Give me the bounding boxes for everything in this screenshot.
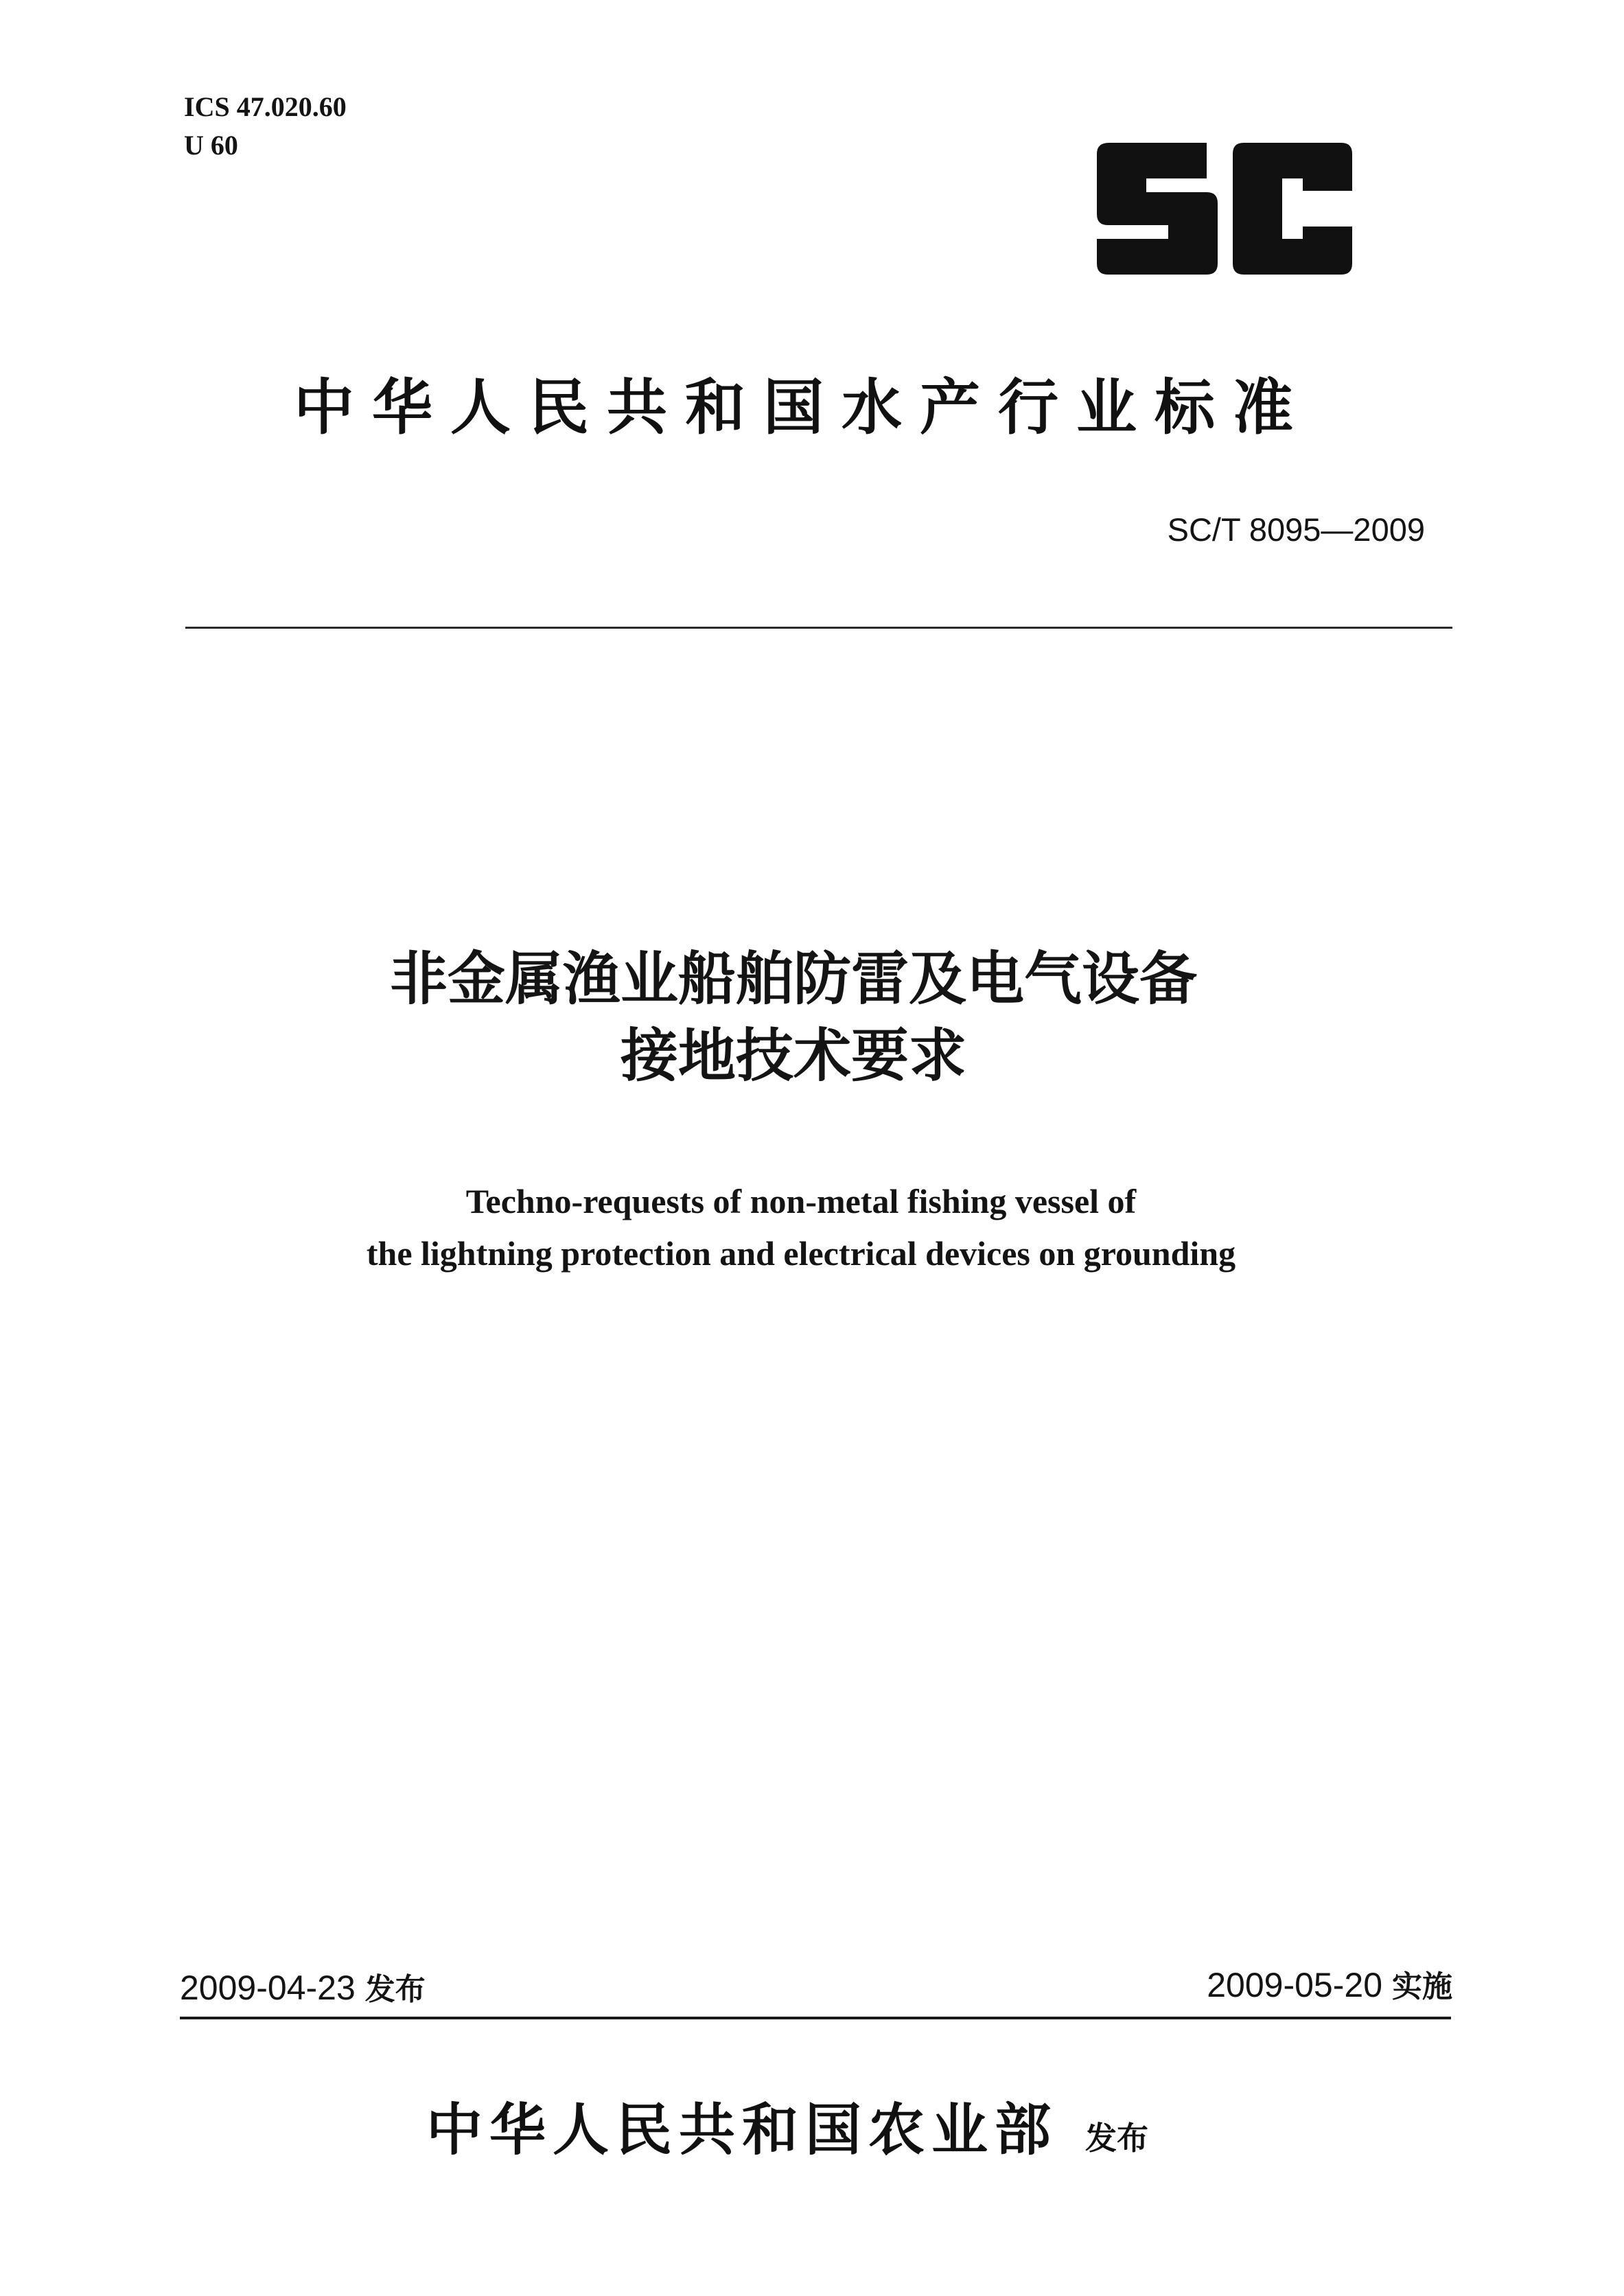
ics-code: ICS 47.020.60 [184,91,347,122]
standard-category-title [0,360,1624,446]
sc-logo-c [1233,143,1352,275]
issue-date [180,1964,426,2008]
ccs-code: U 60 [184,130,238,161]
english-title [0,1175,1624,1279]
top-divider [185,627,1452,629]
publisher [0,2085,1624,2166]
issue-date-value: 2009-04-23 [180,1969,356,2007]
classification-codes [184,88,347,165]
effective-date [1207,1962,1452,2006]
publisher-suffix: 发布 [1085,2120,1148,2157]
publisher-name: 中华人民共和国农业部 [426,2098,1058,2163]
issue-date-label: 发布 [364,1972,426,2007]
chinese-title [0,940,1624,1094]
bottom-divider [180,2017,1451,2019]
category-title-text: 中华人民共和国水产行业标准 [293,372,1311,443]
standard-number: SC/T 8095—2009 [1167,511,1425,548]
effective-date-label: 实施 [1392,1969,1452,2004]
effective-date-value: 2009-05-20 [1207,1966,1382,2004]
sc-logo-s [1097,143,1218,275]
english-title-line-1: Techno-requests of non-metal fishing vessel of [465,1182,1137,1220]
english-title-line-2: the lightning protection and electrical devices on grounding [366,1234,1236,1273]
chinese-title-line-1: 非金属渔业船舶防雷及电气设备 [389,945,1197,1012]
chinese-title-line-2: 接地技术要求 [620,1022,966,1089]
sc-logo [1097,143,1352,275]
